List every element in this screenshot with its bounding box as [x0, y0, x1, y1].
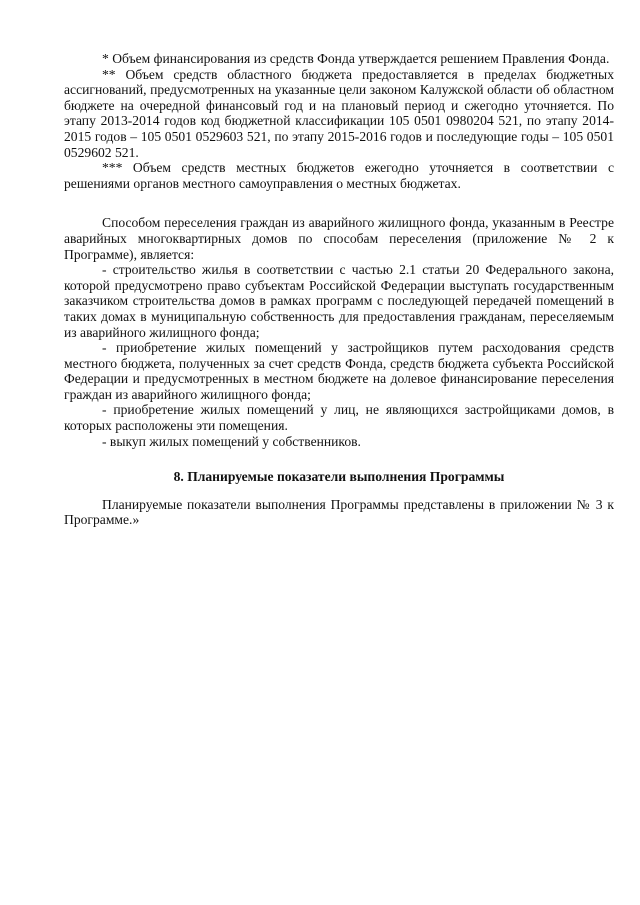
resettlement-intro: Способом переселения граждан из аварийного жилищного фонда, указанным в Реестре аварийных многоквартирных домов по способам переселения (приложение № 2 к Программе), является: — [64, 215, 614, 262]
footnote-fund: * Объем финансирования из средств Фонда утверждается решением Правления Фонда. — [102, 51, 610, 66]
spacer — [64, 191, 614, 215]
footnote-regional-budget: ** Объем средств областного бюджета предоставляется в пределах бюджетных ассигнований, предусмотренных на указанные цели законом Калужской области об областном бюджете на очередной финансовый год и на плановый период и сжегодно уточняется. По этапу 2013-2014 годов код бюджетной классификации 105 0501 0980204 521, по этапу 2014-2015 годов – 105 0501 0529603 521, по этапу 2015-2016 годов и последующие годы – 105 0501 0529602 521. — [64, 66, 614, 160]
spacer — [64, 485, 614, 497]
footnote-local-budget: *** Объем средств местных бюджетов ежегодно уточняется в соответствии с решениями органов местного самоуправления о местных бюджетах. — [64, 160, 614, 191]
document-body — [64, 51, 614, 528]
resettlement-method-nondeveloper-purchase: - приобретение жилых помещений у лиц, не являющихся застройщиками домов, в которых расположены эти помещения. — [64, 402, 614, 434]
section-heading: 8. Планируемые показатели выполнения Программы — [173, 469, 505, 485]
resettlement-method-buyout: - выкуп жилых помещений у собственников. — [102, 433, 361, 449]
resettlement-method-developer-purchase: - приобретение жилых помещений у застройщиков путем расходования средств местного бюджета, полученных за счет средств Фонда, средств бюджета субъекта Российской Федерации и предусмотренных в местном бюджете на долевое финансирование переселения граждан из аварийного жилищного фонда; — [64, 340, 614, 402]
section-text: Планируемые показатели выполнения Программы представлены в приложении № 3 к Программе.» — [64, 496, 614, 528]
spacer — [64, 449, 614, 469]
resettlement-method-construction: - строительство жилья в соответствии с частью 2.1 статьи 20 Федерального закона, которой предусмотрено право субъектам Российской Федерации выступать государственным заказчиком строительства домов в рамках программ с последующей передачей помещений в таких домах в муниципальную собственность для предоставления гражданам, переселяемым из аварийного жилищного фонда; — [64, 262, 614, 340]
